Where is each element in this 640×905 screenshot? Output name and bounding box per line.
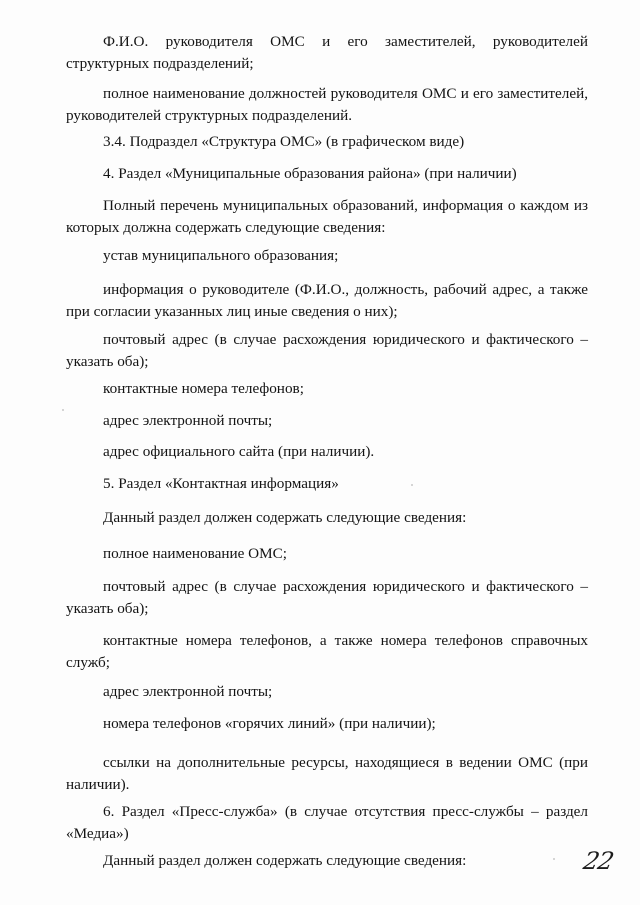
list-item-email-2: адрес электронной почты;	[103, 683, 273, 700]
paragraph-section-contents-1: Данный раздел должен содержать следующие сведения:	[103, 509, 467, 526]
scan-speck	[553, 858, 555, 860]
heading-6-press: 6. Раздел «Пресс-служба» (в случае отсутствия пресс-службы – раздел «Медиа»)	[66, 803, 588, 842]
list-item-resources: ссылки на дополнительные ресурсы, находящиеся в ведении ОМС (при наличии).	[66, 754, 588, 793]
list-item-postal-address-1: почтовый адрес (в случае расхождения юридического и фактического – указать оба);	[66, 331, 588, 370]
list-item-full-name: полное наименование ОМС;	[103, 545, 287, 562]
list-item-head-info: информация о руководителе (Ф.И.О., должность, рабочий адрес, а также при согласии указанных лиц иные сведения о них);	[66, 281, 588, 320]
list-item-website: адрес официального сайта (при наличии).	[103, 443, 375, 460]
list-item-postal-address-2: почтовый адрес (в случае расхождения юридического и фактического – указать оба);	[66, 578, 588, 617]
heading-5-contacts: 5. Раздел «Контактная информация»	[103, 475, 339, 492]
page-number: 22	[581, 847, 616, 875]
paragraph-section-contents-2: Данный раздел должен содержать следующие сведения:	[103, 852, 467, 869]
paragraph-fio: Ф.И.О. руководителя ОМС и его заместителей, руководителей структурных подразделений;	[66, 33, 588, 72]
scan-speck	[62, 409, 64, 411]
list-item-phones-1: контактные номера телефонов;	[103, 380, 304, 397]
list-item-phones-2: контактные номера телефонов, а также номера телефонов справочных служб;	[66, 632, 588, 671]
scan-speck	[411, 484, 413, 486]
paragraph-full-list: Полный перечень муниципальных образований, информация о каждом из которых должна содержать следующие сведения:	[66, 197, 588, 236]
list-item-hotlines: номера телефонов «горячих линий» (при наличии);	[103, 715, 436, 732]
list-item-email-1: адрес электронной почты;	[103, 412, 273, 429]
heading-3-4-structure: 3.4. Подраздел «Структура ОМС» (в графическом виде)	[103, 133, 465, 150]
paragraph-positions: полное наименование должностей руководителя ОМС и его заместителей, руководителей структурных подразделений.	[66, 85, 588, 124]
heading-4-municipalities: 4. Раздел «Муниципальные образования района» (при наличии)	[103, 165, 517, 182]
list-item-charter: устав муниципального образования;	[103, 247, 339, 264]
